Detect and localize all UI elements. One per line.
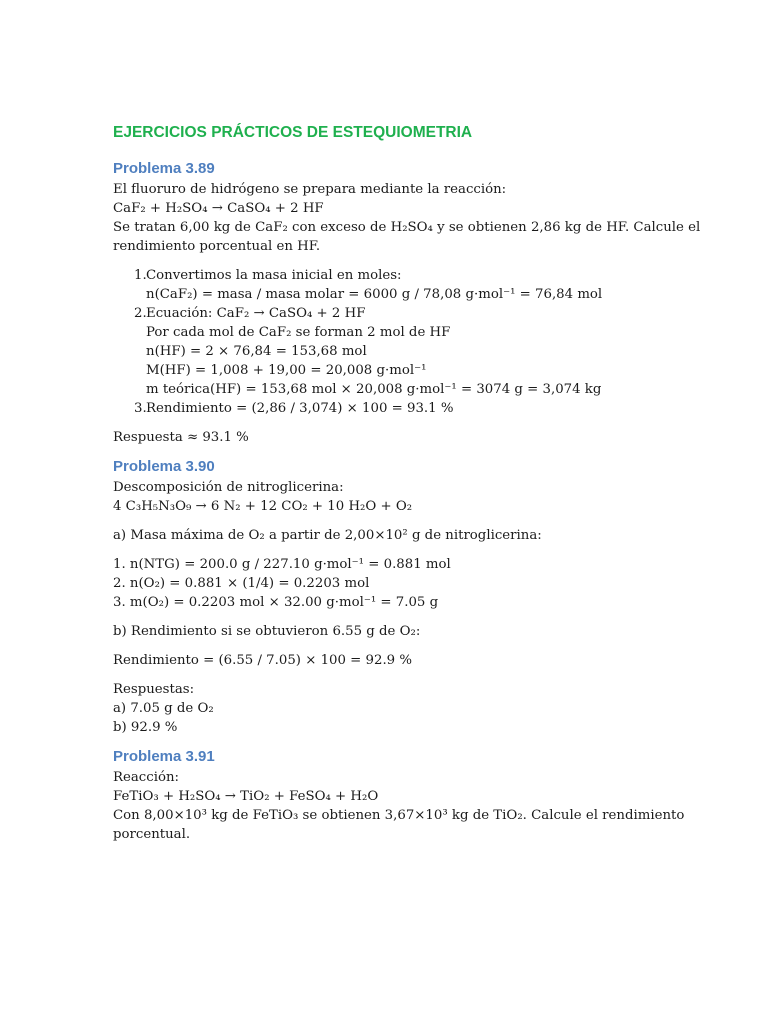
document-content: [113, 122, 701, 844]
problem-heading: Problema 3.90: [113, 458, 215, 475]
problem-heading: Problema 3.91: [113, 748, 215, 765]
solution-step: [113, 266, 653, 304]
solution-steps: [113, 266, 653, 418]
answer-text: Respuesta ≈ 93.1 %: [113, 430, 249, 445]
calculation-line: 1. n(NTG) = 200.0 g / 227.10 g·mol⁻¹ = 0.881 mol: [113, 557, 451, 572]
step-number: 3.: [134, 401, 147, 416]
reaction-equation: CaF₂ + H₂SO₄ → CaSO₄ + 2 HF: [113, 201, 324, 216]
reaction-equation: 4 C₃H₅N₃O₉ → 6 N₂ + 12 CO₂ + 10 H₂O + O₂: [113, 499, 413, 514]
reaction-equation: FeTiO₃ + H₂SO₄ → TiO₂ + FeSO₄ + H₂O: [113, 789, 379, 804]
answers-label: Respuestas:: [113, 682, 195, 697]
answer-text: a) 7.05 g de O₂: [113, 701, 214, 716]
problem-statement: porcentual.: [113, 827, 191, 842]
calculation-line: 3. m(O₂) = 0.2203 mol × 32.00 g·mol⁻¹ = 7.05 g: [113, 595, 439, 610]
page-title: EJERCICIOS PRÁCTICOS DE ESTEQUIOMETRIA: [113, 124, 473, 141]
step-number: 2.: [134, 306, 147, 321]
question-part-b: b) Rendimiento si se obtuvieron 6.55 g de O₂:: [113, 624, 421, 639]
problem-heading: Problema 3.89: [113, 160, 215, 177]
step-title: Ecuación: CaF₂ → CaSO₄ + 2 HF: [146, 306, 366, 321]
step-title: Rendimiento = (2,86 / 3,074) × 100 = 93.1 %: [146, 401, 454, 416]
answer-text: b) 92.9 %: [113, 720, 178, 735]
problem-3-89: [113, 158, 701, 447]
step-calculation: Por cada mol de CaF₂ se forman 2 mol de HF: [146, 325, 451, 340]
problem-statement: Se tratan 6,00 kg de CaF₂ con exceso de H₂SO₄ y se obtienen 2,86 kg de HF. Calcule el: [113, 220, 701, 235]
yield-calculation: Rendimiento = (6.55 / 7.05) × 100 = 92.9 %: [113, 653, 413, 668]
step-calculation: M(HF) = 1,008 + 19,00 = 20,008 g·mol⁻¹: [146, 363, 427, 378]
step-calculation: m teórica(HF) = 153,68 mol × 20,008 g·mol⁻¹ = 3074 g = 3,074 kg: [146, 382, 602, 397]
problem-3-90: [113, 456, 653, 737]
step-number: 1.: [134, 268, 147, 283]
solution-step: [113, 399, 653, 418]
problem-3-91: [113, 746, 685, 844]
step-calculation: n(HF) = 2 × 76,84 = 153,68 mol: [146, 344, 367, 359]
solution-step: [113, 304, 653, 399]
step-calculation: n(CaF₂) = masa / masa molar = 6000 g / 78,08 g·mol⁻¹ = 76,84 mol: [146, 287, 603, 302]
problem-intro: Reacción:: [113, 770, 180, 785]
question-part-a: a) Masa máxima de O₂ a partir de 2,00×10² g de nitroglicerina:: [113, 528, 542, 543]
problem-statement: rendimiento porcentual en HF.: [113, 239, 321, 254]
problem-intro: El fluoruro de hidrógeno se prepara mediante la reacción:: [113, 182, 507, 197]
step-title: Convertimos la masa inicial en moles:: [146, 268, 402, 283]
problem-intro: Descomposición de nitroglicerina:: [113, 480, 344, 495]
problem-statement: Con 8,00×10³ kg de FeTiO₃ se obtienen 3,67×10³ kg de TiO₂. Calcule el rendimiento: [113, 808, 685, 823]
calculation-line: 2. n(O₂) = 0.881 × (1/4) = 0.2203 mol: [113, 576, 370, 591]
